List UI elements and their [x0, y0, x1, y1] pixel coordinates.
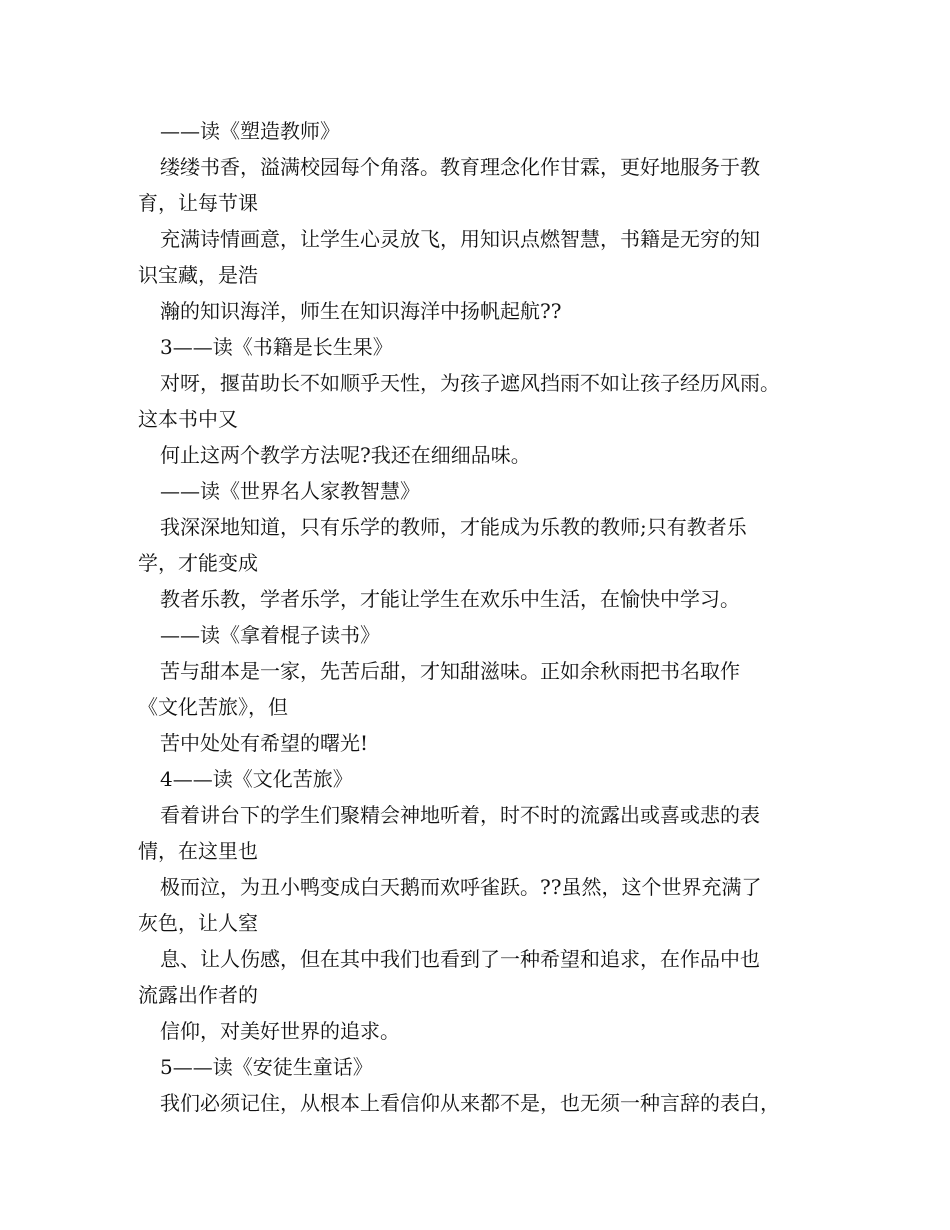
paragraph-line: 教者乐教，学者乐学，才能让学生在欢乐中生活，在愉快中学习。 — [160, 587, 740, 611]
paragraph-line: 息、让人伤感，但在其中我们也看到了一种希望和追求，在作品中也 — [160, 947, 760, 971]
paragraph-line: 看着讲台下的学生们聚精会神地听着，时不时的流露出或喜或悲的表 — [160, 803, 760, 827]
document-body — [138, 113, 828, 1121]
paragraph-line: 苦与甜本是一家，先苦后甜，才知甜滋味。正如余秋雨把书名取作 — [160, 659, 740, 683]
paragraph-continuation: 《文化苦旅》，但 — [138, 695, 288, 719]
paragraph-line: 缕缕书香，溢满校园每个角落。教育理念化作甘霖，更好地服务于教 — [160, 155, 760, 179]
section-heading: ——读《世界名人家教智慧》 — [160, 479, 420, 503]
paragraph-continuation: 识宝藏，是浩 — [138, 263, 258, 287]
paragraph-line: 极而泣，为丑小鸭变成白天鹅而欢呼雀跃。??虽然，这个世界充满了 — [160, 875, 762, 899]
paragraph-line: 瀚的知识海洋，师生在知识海洋中扬帆起航?? — [160, 299, 562, 323]
paragraph-line: 信仰，对美好世界的追求。 — [160, 1019, 400, 1043]
section-heading: 5——读《安徒生童话》 — [160, 1055, 373, 1079]
paragraph-line: 对呀，揠苗助长不如顺乎天性，为孩子遮风挡雨不如让孩子经历风雨。 — [160, 371, 780, 395]
paragraph-continuation: 灰色，让人窒 — [138, 911, 258, 935]
paragraph-continuation: 这本书中又 — [138, 407, 238, 431]
paragraph-continuation: 育，让每节课 — [138, 191, 258, 215]
section-heading: ——读《塑造教师》 — [160, 119, 340, 143]
section-heading: 3——读《书籍是长生果》 — [160, 335, 393, 359]
section-heading: 4——读《文化苦旅》 — [160, 767, 353, 791]
paragraph-line: 何止这两个教学方法呢?我还在细细品味。 — [160, 443, 531, 467]
paragraph-continuation: 流露出作者的 — [138, 983, 258, 1007]
paragraph-line: 苦中处处有希望的曙光! — [160, 731, 369, 755]
paragraph-continuation: 情，在这里也 — [138, 839, 258, 863]
paragraph-line: 充满诗情画意，让学生心灵放飞，用知识点燃智慧，书籍是无穷的知 — [160, 227, 760, 251]
paragraph-line: 我深深地知道，只有乐学的教师，才能成为乐教的教师;只有教者乐 — [160, 515, 747, 539]
paragraph-continuation: 学，才能变成 — [138, 551, 258, 575]
paragraph-line: 我们必须记住，从根本上看信仰从来都不是，也无须一种言辞的表白， — [160, 1091, 780, 1115]
section-heading: ——读《拿着棍子读书》 — [160, 623, 380, 647]
